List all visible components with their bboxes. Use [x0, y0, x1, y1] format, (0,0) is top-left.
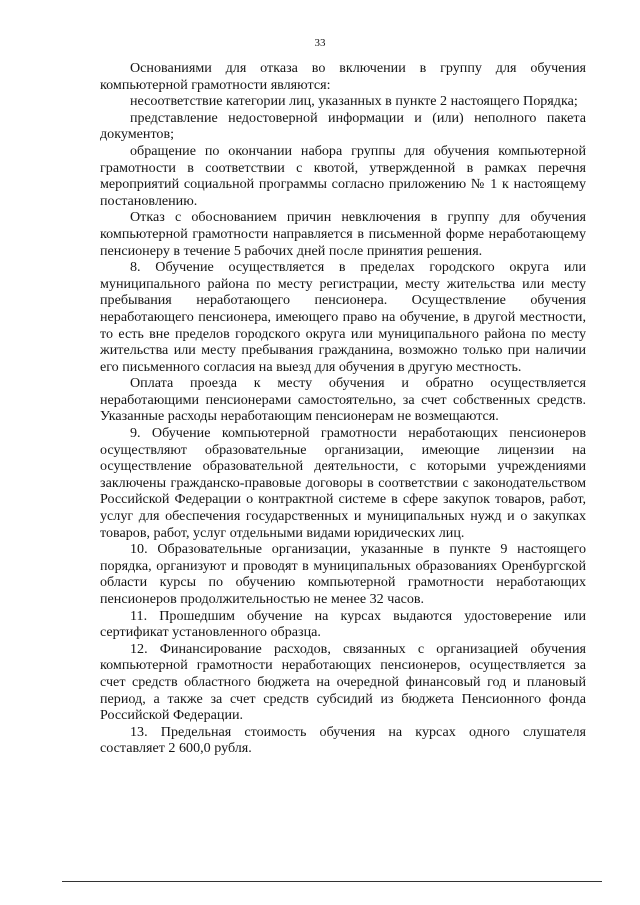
- paragraph-item-8: 8. Обучение осуществляется в пределах городского округа или муниципального района по месту регистрации, месту жительства или месту пребывания неработающего пенсионера. Осуществление обучения неработающего пенсионера, имеющего право на обучение, в другой местности, то есть вне пределов городского округа или муниципального района по месту жительства или месту пребывания гражданина, возможно только при наличии его письменного согласия на выезд для обучения в другую местность.: [100, 259, 586, 375]
- paragraph-item-11: 11. Прошедшим обучение на курсах выдаются удостоверение или сертификат установленного образца.: [100, 607, 586, 641]
- paragraph-refusal-grounds: Основаниями для отказа во включении в группу для обучения компьютерной грамотности являются:: [100, 60, 586, 93]
- paragraph-item-9: 9. Обучение компьютерной грамотности неработающих пенсионеров осуществляют образовательные организации, имеющие лицензии на осуществление образовательной деятельности, с которыми учреждениями заключены гражданско-правовые договоры в соответствии с законодательством Российской Федерации о контрактной системе в сфере закупок товаров, работ, услуг для обеспечения государственных и муниципальных нужд и о закупках товаров, работ, услуг отдельными видами юридических лиц.: [100, 425, 586, 541]
- paragraph-item-13: 13. Предельная стоимость обучения на курсах одного слушателя составляет 2 600,0 рубля.: [100, 723, 586, 757]
- document-body: [100, 60, 586, 757]
- paragraph-travel-payment: Оплата проезда к месту обучения и обратно осуществляется неработающими пенсионерами самостоятельно, за счет собственных средств. Указанные расходы неработающим пенсионерам не возмещаются.: [100, 375, 586, 425]
- paragraph-refusal-notice: Отказ с обоснованием причин невключения в группу для обучения компьютерной грамотности направляется в письменной форме неработающему пенсионеру в течение 5 рабочих дней после принятия решения.: [100, 209, 586, 259]
- bottom-divider: [62, 881, 602, 882]
- paragraph-quota-exceeded: обращение по окончании набора группы для обучения компьютерной грамотности в соответствии с квотой, утвержденной в рамках перечня мероприятий социальной программы согласно приложению № 1 к настоящему постановлению.: [100, 142, 586, 209]
- paragraph-false-information: представление недостоверной информации и (или) неполного пакета документов;: [100, 109, 586, 143]
- paragraph-item-12: 12. Финансирование расходов, связанных с организацией обучения компьютерной грамотности неработающих пенсионеров, осуществляется за счет средств областного бюджета на очередной финансовый год и плановый период, а также за счет средств субсидий из бюджета Пенсионного фонда Российской Федерации.: [100, 640, 586, 724]
- page-number: 33: [314, 37, 326, 49]
- paragraph-item-10: 10. Образовательные организации, указанные в пункте 9 настоящего порядка, организуют и проводят в муниципальных образованиях Оренбургской области курсы по обучению компьютерной грамотности неработающих пенсионеров продолжительностью не менее 32 часов.: [100, 541, 586, 607]
- paragraph-category-mismatch: несоответствие категории лиц, указанных в пункте 2 настоящего Порядка;: [130, 93, 578, 110]
